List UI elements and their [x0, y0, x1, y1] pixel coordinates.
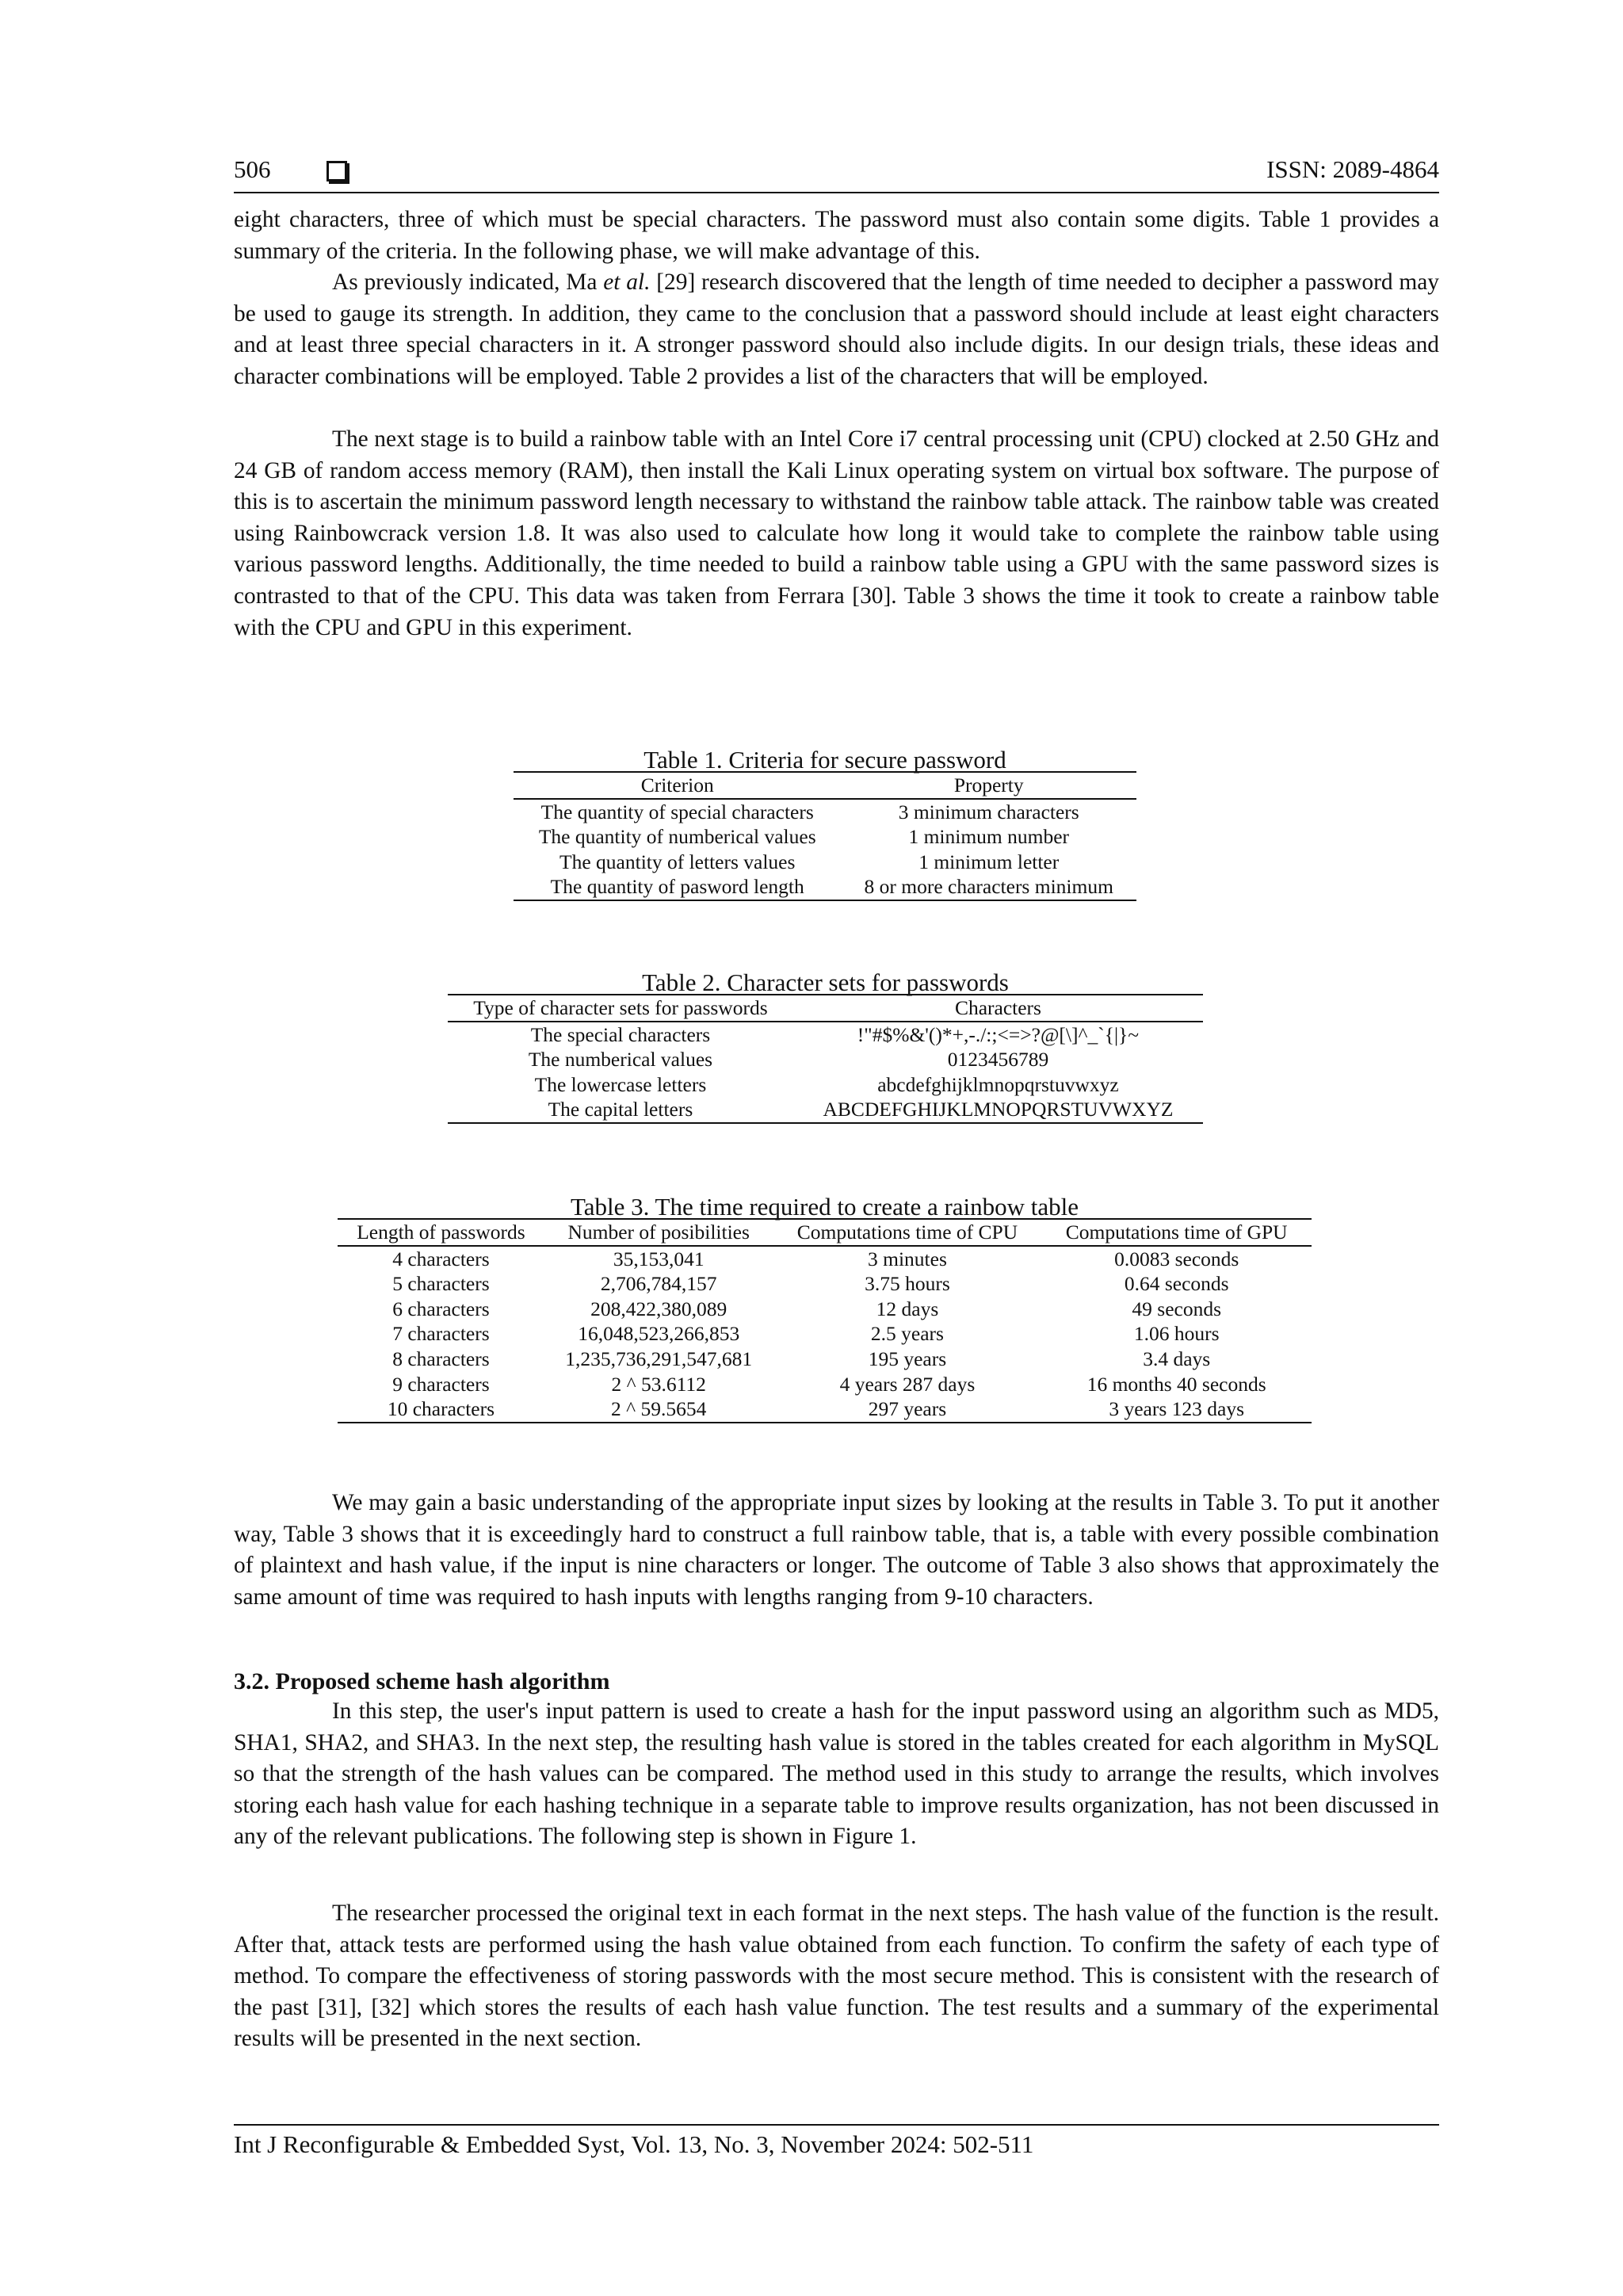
table-cell: 7 characters	[392, 1322, 490, 1346]
table-cell: 6 characters	[392, 1297, 490, 1320]
paragraph-2	[234, 267, 1439, 392]
table-row	[338, 1321, 1312, 1347]
paragraph-5: In this step, the user's input pattern is used to create a hash for the input password using an algorithm such as MD5, SHA1, SHA2, and SHA3. In the next step, the resulting hash value is stored in the tables created for each algorithm in MySQL so that the strength of the hash values can be compared. The method used in this study to arrange the results, which involves storing each hash value for each hashing technique in a separate table to improve results organization, has not been discussed in any of the relevant publications. The following step is shown in Figure 1.	[234, 1698, 1439, 1850]
table-cell: 2 ^ 53.6112	[611, 1372, 706, 1396]
paragraph-4: We may gain a basic understanding of the appropriate input sizes by looking at the results in Table 3. To put it another way, Table 3 shows that it is exceedingly hard to construct a full rainbow table, that is, a table with every possible combination of plaintext and hash value, if the input is nine characters or longer. The outcome of Table 3 also shows that approximately the same amount of time was required to hash inputs with lengths ranging from 9-10 characters.	[234, 1490, 1439, 1610]
table-cell: 2 ^ 59.5654	[544, 1396, 773, 1423]
table-cell: The quantity of numberical values	[538, 825, 816, 849]
table-row	[448, 1047, 1203, 1072]
table-cell: 49 seconds	[1132, 1297, 1221, 1320]
page-footer: Int J Reconfigurable & Embedded Syst, Vol. 13, No. 3, November 2024: 502-511	[234, 2124, 1439, 2159]
column-header: Property	[841, 772, 1136, 799]
table-cell: 1 minimum letter	[918, 850, 1060, 873]
table-row	[514, 850, 1136, 875]
table-row	[514, 824, 1136, 850]
table-cell: 8 or more characters minimum	[841, 874, 1136, 900]
section-heading: 3.2. Proposed scheme hash algorithm	[234, 1668, 610, 1694]
paragraph-6: The researcher processed the original text in each format in the next steps. The hash value of the function is the result. After that, attack tests are performed using the hash value obtained from each function. To confirm the safety of each type of method. To compare the effectiveness of storing passwords with the most secure method. This is consistent with the research of the past [31], [32] which stores the results of each hash value function. The test results and a summary of the experimental results will be presented in the next section.	[234, 1901, 1439, 2052]
table-cell: 12 days	[876, 1297, 939, 1320]
table-cell: 1.06 hours	[1133, 1322, 1220, 1346]
table-row	[338, 1372, 1312, 1397]
table-cell: 1 minimum number	[908, 825, 1070, 849]
table-row	[338, 1246, 1312, 1272]
column-header: Number of posibilities	[544, 1219, 773, 1246]
table-cell: The quantity of special characters	[540, 800, 814, 823]
table-cell: 0.0083 seconds	[1114, 1247, 1239, 1270]
table-cell: 0123456789	[947, 1048, 1049, 1072]
table-cell: The quantity of pasword length	[514, 874, 841, 900]
table-cell: 297 years	[773, 1396, 1041, 1423]
table-cell: 16,048,523,266,853	[578, 1322, 740, 1346]
table-cell: 10 characters	[338, 1396, 544, 1423]
table-cell: 8 characters	[392, 1347, 490, 1370]
table-cell: 35,153,041	[613, 1247, 705, 1270]
table-3-title: Table 3. The time required to create a rainbow table	[570, 1193, 1079, 1221]
table-2-grid	[448, 994, 1203, 1124]
page-number: 506	[234, 155, 271, 183]
table-cell: abcdefghijklmnopqrstuvwxyz	[877, 1072, 1119, 1096]
table-row	[448, 1072, 1203, 1098]
table-cell: The numberical values	[528, 1048, 713, 1072]
paragraph-2-text-b: [29] research discovered that the length of time needed to decipher a password may be used to gauge its strength. In addition, they came to the conclusion that a password should include at least eight characters and at least three special characters in it. A stronger password should also include digits. In our design trials, these ideas and character combinations will be employed. Table 2 provides a list of the characters that will be employed.	[234, 269, 1439, 389]
column-header: Computations time of CPU	[773, 1219, 1041, 1246]
table-cell: 2.5 years	[870, 1322, 944, 1346]
paragraph-2-text-a: As previously indicated, Ma	[332, 269, 604, 295]
table-cell: 3 minutes	[868, 1247, 947, 1270]
table-cell: The quantity of letters values	[559, 850, 796, 873]
table-row	[338, 1347, 1312, 1372]
table-row	[338, 1396, 1312, 1423]
table-row	[514, 799, 1136, 825]
table-row	[448, 1022, 1203, 1048]
table-row	[448, 1097, 1203, 1123]
table-cell: 4 characters	[392, 1247, 490, 1270]
table-cell: ABCDEFGHIJKLMNOPQRSTUVWXYZ	[793, 1097, 1203, 1123]
paragraph-3: The next stage is to build a rainbow table with an Intel Core i7 central processing unit (CPU) clocked at 2.50 GHz and 24 GB of random access memory (RAM), then install the Kali Linux operating system on virtual box software. The purpose of this is to ascertain the minimum password length necessary to withstand the rainbow table attack. The rainbow table was created using Rainbowcrack version 1.8. It was also used to calculate how long it would take to complete the rainbow table using various password lengths. Additionally, the time needed to build a rainbow table using a GPU with the same password sizes is contrasted to that of the CPU. This data was taken from Ferrara [30]. Table 3 shows the time it took to create a rainbow table with the CPU and GPU in this experiment.	[234, 426, 1439, 640]
table-1	[514, 747, 1136, 901]
column-header: Computations time of GPU	[1041, 1219, 1312, 1246]
column-header: Characters	[793, 995, 1203, 1022]
issn: ISSN: 2089-4864	[1266, 155, 1439, 183]
table-cell: 0.64 seconds	[1124, 1272, 1229, 1296]
column-header: Criterion	[514, 772, 841, 799]
table-cell: 195 years	[868, 1347, 947, 1370]
table-2-title: Table 2. Character sets for passwords	[642, 968, 1009, 996]
table-cell: 3 years 123 days	[1041, 1396, 1312, 1423]
table-cell: 1,235,736,291,547,681	[565, 1347, 753, 1370]
table-1-title: Table 1. Criteria for secure password	[643, 746, 1006, 774]
checkbox-square-icon	[327, 161, 347, 181]
table-cell: The special characters	[530, 1022, 711, 1046]
table-cell: 5 characters	[392, 1272, 490, 1296]
table-header-row	[448, 995, 1203, 1022]
table-3-grid	[338, 1218, 1312, 1423]
table-cell: 4 years 287 days	[839, 1372, 976, 1396]
table-row	[338, 1271, 1312, 1297]
et-al-italic: et al.	[603, 269, 651, 295]
table-1-grid	[514, 771, 1136, 901]
table-row	[514, 874, 1136, 900]
table-3	[338, 1194, 1312, 1423]
table-cell: 3.75 hours	[865, 1272, 950, 1296]
table-header-row	[338, 1219, 1312, 1246]
table-cell: 2,706,784,157	[600, 1272, 717, 1296]
table-cell: The capital letters	[448, 1097, 793, 1123]
paragraph-1: eight characters, three of which must be special characters. The password must also contain some digits. Table 1 provides a summary of the criteria. In the following phase, we will make advantage of this.	[234, 207, 1439, 264]
table-cell: 3.4 days	[1143, 1347, 1211, 1370]
table-cell: !"#$%&'()*+,-./:;<=>?@[\]^_`{|}~	[857, 1022, 1140, 1046]
table-cell: 16 months 40 seconds	[1086, 1372, 1266, 1396]
column-header: Length of passwords	[338, 1219, 544, 1246]
table-cell: 9 characters	[392, 1372, 490, 1396]
table-row	[338, 1297, 1312, 1322]
table-cell: The lowercase letters	[534, 1072, 707, 1096]
table-header-row	[514, 772, 1136, 799]
page-header	[234, 155, 1439, 193]
column-header: Type of character sets for passwords	[448, 995, 793, 1022]
table-2	[448, 970, 1203, 1124]
table-cell: 208,422,380,089	[590, 1297, 727, 1320]
table-cell: 3 minimum characters	[898, 800, 1079, 823]
